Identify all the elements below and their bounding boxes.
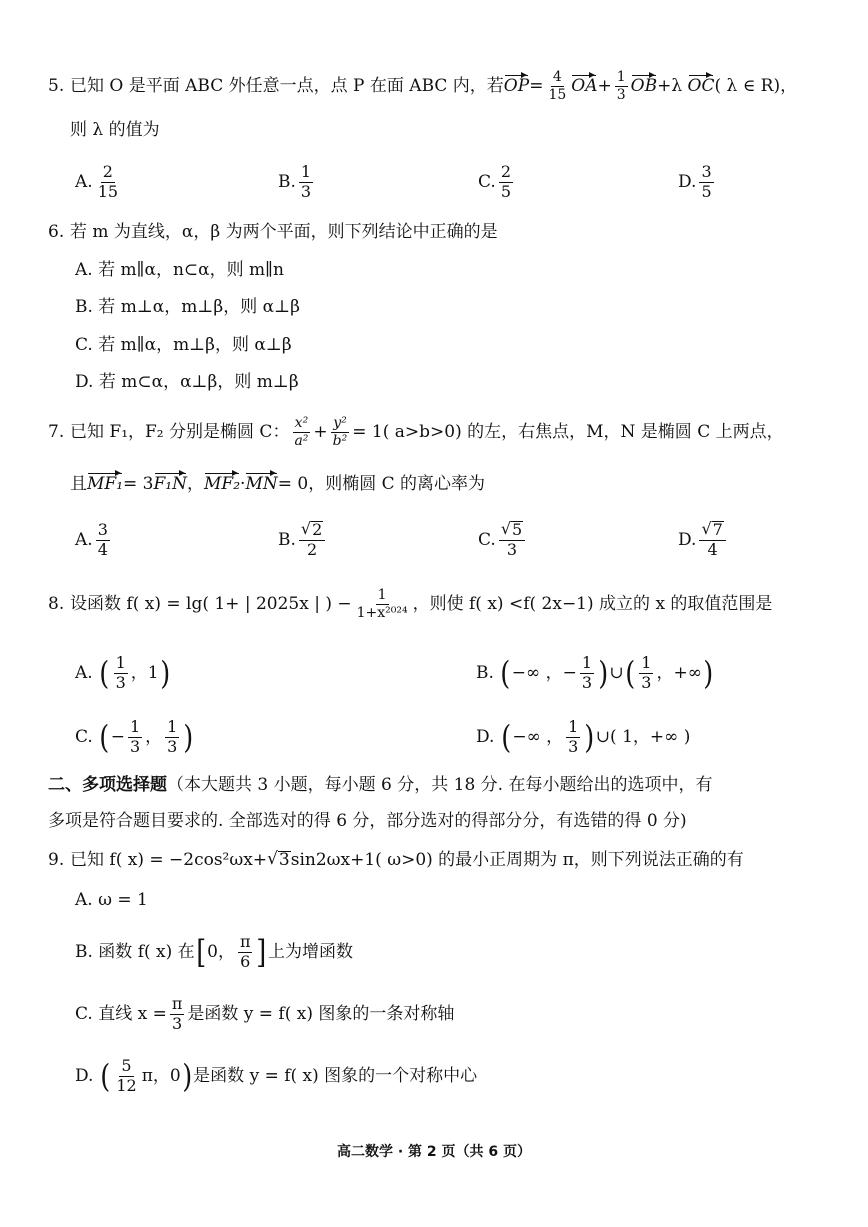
q7-option-c-frac: √ 5 3 <box>499 521 525 559</box>
q8-option-b: B. ( −∞ ，− $\frac{1}{3}$ ) ∪ ( $\frac{1}{3}$ ，+∞ ) <box>476 652 714 692</box>
section2-desc-line1: （本大题共 3 小题，每小题 6 分，共 18 分. 在每小题给出的选项中，有 <box>167 775 713 795</box>
q5-eq-tail: ( λ ∈ R)， <box>714 75 798 96</box>
q5-option-d-frac: $\frac{3}{5}$ <box>701 161 712 201</box>
q9-sqrt3: √ 3 <box>267 849 290 870</box>
q6-stem: 6. 若 m 为直线，α，β 为两个平面，则下列结论中正确的是 <box>48 222 498 242</box>
q5-vec-op: OP <box>503 75 530 96</box>
q7-ellipse-x-frac: $\frac{\text{x²}}{\text{a²}}$ <box>294 414 309 449</box>
q5-option-a: A. $\frac{2}{15}$ <box>75 161 119 201</box>
q8-stem: 8. 设函数 f( x) = lg( 1+ | 2025x | ) − $\frac{1}{\text{1+x²⁰²⁴}}$ ，则使 f( x) <f( 2x−1) 成立的 x 的取值范围是 <box>48 586 773 621</box>
q7-stem-line1: 7. 已知 F₁，F₂ 分别是椭圆 C： $\frac{\text{x²}}{\text{a²}}$ + $\frac{\text{y²}}{\text{b²}}$ = 1( a>b>0) 的左，右焦点，M，N 是椭圆 C 上两点， <box>48 414 784 449</box>
q5-option-b-frac: $\frac{1}{3}$ <box>300 161 312 201</box>
q5-lambda: λ <box>671 75 683 96</box>
q7-vec-mn: MN <box>245 474 278 494</box>
q5-vec-oa: OA <box>571 75 598 96</box>
q7-vec-mf2: MF₂ <box>204 474 241 494</box>
q9-option-a: A. ω = 1 <box>75 890 148 910</box>
q6-option-c: C. 若 m∥α，m⊥β，则 α⊥β <box>75 335 292 355</box>
q6-option-b: B. 若 m⊥α，m⊥β，则 α⊥β <box>75 297 300 317</box>
q5-vec-ob: OB <box>630 75 658 96</box>
q7-option-a-frac: $\frac{3}{4}$ <box>97 519 108 559</box>
q7-option-b: B. √ 2 2 <box>278 518 328 562</box>
q7-option-a: A. $\frac{3}{4}$ <box>75 519 108 559</box>
q6-number: 6. <box>48 222 65 242</box>
q5-stem-line1: 5. 已知 O 是平面 ABC 外任意一点，点 P 在面 ABC 内，若 OP = $\frac{4}{15}$ OA + $\frac{1}{3}$ OB + λ OC ( λ ∈ R)， <box>48 68 798 103</box>
q8-option-b-frac1: $\frac{1}{3}$ <box>581 652 593 692</box>
q5-stem-line2: 则 λ 的值为 <box>70 120 160 140</box>
q9-option-b-frac: $\frac{\pi}{6}$ <box>239 931 251 971</box>
q8-number: 8. <box>48 593 65 614</box>
q5-frac-4-15: $\frac{4}{15}$ <box>548 68 567 103</box>
q7-option-b-frac: √ 2 2 <box>299 521 325 559</box>
page-footer: 高二数学 · 第 2 页（共 6 页） <box>336 1144 532 1160</box>
q9-option-d-frac: $\frac{5}{12}$ <box>116 1055 137 1095</box>
q7-stem-line2: 且 MF₁ = 3 F₁N ， MF₂ · MN = 0，则椭圆 C 的离心率为 <box>70 474 486 494</box>
q5-option-d: D. $\frac{3}{5}$ <box>678 161 712 201</box>
q8-option-d: D. ( −∞ ， $\frac{1}{3}$ ) ∪( 1，+∞ ) <box>476 716 691 756</box>
q8-option-c-frac2: $\frac{1}{3}$ <box>167 716 178 756</box>
q8-option-c: C. ( − $\frac{1}{3}$ ， $\frac{1}{3}$ ) <box>75 716 194 756</box>
q5-number: 5. <box>48 75 65 96</box>
q8-option-a: A. ( $\frac{1}{3}$ ，1 ) <box>75 652 170 692</box>
q9-option-b: B. 函数 f( x) 在 [ 0， $\frac{\pi}{6}$ ] 上为增函数 <box>75 931 353 971</box>
q9-option-d: D. ( $\frac{5}{12}$ π，0 ) 是函数 y = f( x) 图象的一个对称中心 <box>75 1055 478 1095</box>
q7-number: 7. <box>48 421 65 442</box>
q8-option-b-frac2: $\frac{1}{3}$ <box>641 652 652 692</box>
q5-stem-pre: 已知 O 是平面 ABC 外任意一点，点 P 在面 ABC 内，若 <box>70 75 504 96</box>
q5-option-b: B. $\frac{1}{3}$ <box>278 161 312 201</box>
section2-header <box>48 777 713 794</box>
q5-vec-oc: OC <box>687 75 715 96</box>
q5-option-c-frac: $\frac{2}{5}$ <box>500 161 511 201</box>
q8-option-d-frac: $\frac{1}{3}$ <box>568 716 579 756</box>
q7-option-c: C. √ 5 3 <box>478 518 528 562</box>
q7-option-d-frac: √ 7 4 <box>699 521 725 559</box>
q6-option-d: D. 若 m⊂α，α⊥β，则 m⊥β <box>75 372 299 392</box>
q6-option-a: A. 若 m∥α，n⊂α，则 m∥n <box>75 260 284 280</box>
q7-option-d: D. √ 7 4 <box>678 518 729 562</box>
section2-title: 二、多项选择题 <box>48 775 167 795</box>
q7-ellipse-y-frac: $\frac{\text{y²}}{\text{b²}}$ <box>332 414 348 449</box>
q9-stem: 9. 已知 f( x) = −2cos²ωx+ √ 3 sin2ωx+1( ω>0) 的最小正周期为 π，则下列说法正确的有 <box>48 849 744 870</box>
q7-vec-mf1: MF₁ <box>87 474 124 494</box>
q8-option-c-frac1: $\frac{1}{3}$ <box>129 716 141 756</box>
q5-option-c: C. $\frac{2}{5}$ <box>478 161 511 201</box>
section2-desc-line2: 多项是符合题目要求的. 全部选对的得 6 分，部分选对的得部分分，有选错的得 0 分) <box>48 811 687 831</box>
q8-option-a-frac: $\frac{1}{3}$ <box>115 652 126 692</box>
q5-frac-1-3: $\frac{1}{3}$ <box>616 68 626 103</box>
q7-vec-f1n: F₁N <box>153 474 187 494</box>
q8-frac: $\frac{1}{\text{1+x²⁰²⁴}}$ <box>356 586 408 621</box>
q9-option-c-frac: $\frac{\pi}{3}$ <box>171 993 183 1033</box>
q9-option-c: C. 直线 x = $\frac{\pi}{3}$ 是函数 y = f( x) 图象的一条对称轴 <box>75 993 455 1033</box>
q9-number: 9. <box>48 849 65 870</box>
q5-option-a-frac: $\frac{2}{15}$ <box>97 161 119 201</box>
